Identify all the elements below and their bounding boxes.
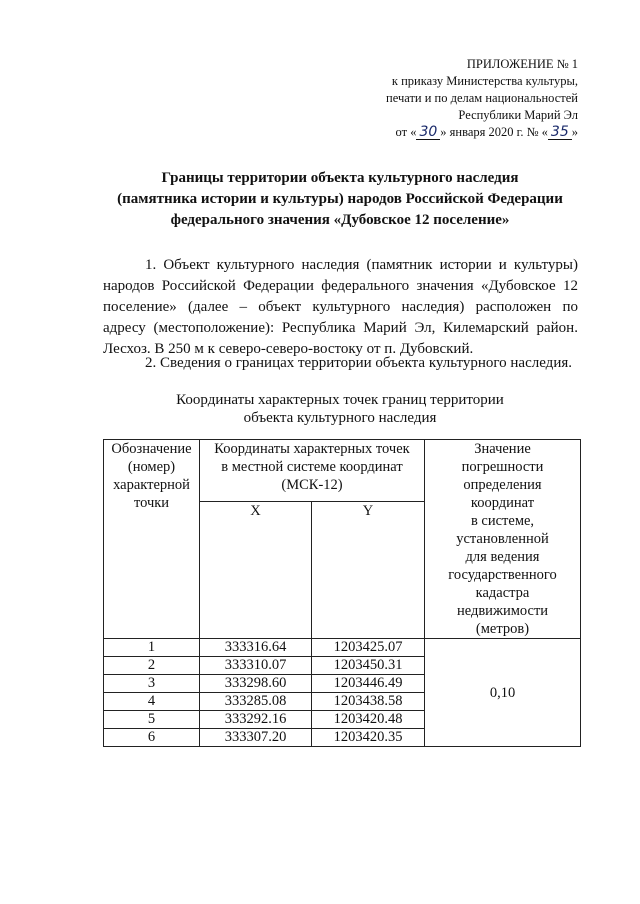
word: (местоположение): — [153, 320, 275, 336]
date-prefix: от « — [395, 125, 417, 139]
x-cell: 333310.07 — [200, 657, 312, 675]
point-cell: 6 — [104, 729, 200, 747]
header-line: точки — [133, 495, 170, 511]
word: 12 — [562, 278, 578, 294]
header-line: в местной системе координат — [221, 459, 403, 475]
paragraph-1 — [103, 255, 578, 360]
header-line: установленной — [456, 531, 549, 547]
appendix-line-2: печати и по делам национальностей — [386, 91, 578, 105]
table-row — [104, 639, 581, 657]
word: истории — [439, 257, 492, 273]
word: культурного — [312, 299, 391, 315]
word: – — [239, 299, 248, 315]
x-cell: 333298.60 — [200, 675, 312, 693]
y-cell: 1203420.35 — [312, 729, 425, 747]
word: расположен — [475, 299, 552, 315]
date-middle: » января 2020 г. № « — [440, 125, 548, 139]
word: 1. — [145, 257, 157, 273]
point-cell: 4 — [104, 693, 200, 711]
header-coords-cell — [200, 440, 425, 502]
header-line: определения — [463, 477, 542, 493]
y-cell: 1203450.31 — [312, 657, 425, 675]
title-line-1: Границы территории объекта культурного наследия — [161, 170, 519, 186]
appendix-date-line — [386, 124, 578, 141]
title-line-3: федерального значения «Дубовское 12 поселение» — [170, 212, 510, 228]
paragraph-1-line-4 — [103, 318, 578, 339]
header-line: Обозначение — [111, 441, 192, 457]
table-title-line-2: объекта культурного наследия — [243, 410, 437, 426]
coordinates-table — [103, 439, 581, 747]
point-cell: 2 — [104, 657, 200, 675]
handwritten-order-number: 35 — [548, 125, 572, 140]
y-cell: 1203425.07 — [312, 639, 425, 657]
appendix-title: ПРИЛОЖЕНИЕ № 1 — [466, 57, 578, 71]
word: Российской — [161, 278, 236, 294]
word: по — [562, 299, 578, 315]
header-line: для ведения — [465, 549, 540, 565]
word: народов — [103, 278, 155, 294]
word: и — [498, 257, 507, 273]
word: Килемарский — [443, 320, 529, 336]
point-cell: 3 — [104, 675, 200, 693]
word: наследия) — [401, 299, 465, 315]
header-line: координат — [470, 495, 535, 511]
document-title — [80, 168, 600, 231]
word: культуры) — [513, 257, 578, 273]
word: Республика — [281, 320, 356, 336]
handwritten-day: 30 — [416, 125, 440, 140]
word: Федерации — [243, 278, 314, 294]
table-title — [100, 391, 580, 427]
word: федерального — [321, 278, 410, 294]
x-cell: 333307.20 — [200, 729, 312, 747]
word: объект — [258, 299, 302, 315]
table-header-row — [104, 440, 581, 502]
word: «Дубовское — [480, 278, 556, 294]
header-y-cell: Y — [312, 502, 425, 639]
word: Объект — [163, 257, 210, 273]
header-x-cell: X — [200, 502, 312, 639]
paragraph-1-line-5: Лесхоз. В 250 м к северо-северо-востоку от п. Дубовский. — [103, 341, 474, 357]
paragraph-2: 2. Сведения о границах территории объекта культурного наследия. — [145, 355, 572, 371]
x-cell: 333292.16 — [200, 711, 312, 729]
header-line: кадастра — [475, 585, 530, 601]
word: адресу — [103, 320, 146, 336]
header-line: (номер) — [127, 459, 176, 475]
word: наследия — [301, 257, 360, 273]
header-line: характерной — [113, 477, 190, 493]
appendix-line-1: к приказу Министерства культуры, — [391, 74, 578, 88]
header-line: недвижимости — [456, 603, 549, 619]
paragraph-1-line-2 — [103, 276, 578, 297]
word: значения — [416, 278, 474, 294]
table-title-line-1: Координаты характерных точек границ территории — [176, 392, 504, 408]
point-cell: 5 — [104, 711, 200, 729]
word: Эл, — [414, 320, 436, 336]
header-line: погрешности — [461, 459, 544, 475]
word: (далее — [188, 299, 229, 315]
header-error-cell — [425, 440, 581, 639]
y-cell: 1203438.58 — [312, 693, 425, 711]
header-point-cell — [104, 440, 200, 639]
word: поселение» — [103, 299, 177, 315]
header-line: (метров) — [475, 621, 530, 637]
title-line-2: (памятника истории и культуры) народов Российской Федерации — [117, 191, 563, 207]
header-line: государственного — [448, 567, 557, 583]
word: (памятник — [366, 257, 433, 273]
x-cell: 333285.08 — [200, 693, 312, 711]
header-line: Значение — [474, 441, 531, 457]
word: культурного — [216, 257, 295, 273]
x-cell: 333316.64 — [200, 639, 312, 657]
header-line: в системе, — [470, 513, 535, 529]
paragraph-1-line-3 — [103, 297, 578, 318]
y-cell: 1203420.48 — [312, 711, 425, 729]
appendix-line-3: Республики Марий Эл — [458, 108, 578, 122]
word: район. — [536, 320, 578, 336]
date-suffix: » — [571, 125, 578, 139]
y-cell: 1203446.49 — [312, 675, 425, 693]
header-line: Координаты характерных точек — [214, 441, 410, 457]
header-line: (МСК-12) — [281, 477, 343, 493]
error-value-cell: 0,10 — [425, 639, 581, 747]
paragraph-1-line-1 — [103, 255, 578, 276]
appendix-header — [386, 56, 578, 141]
point-cell: 1 — [104, 639, 200, 657]
word: Марий — [363, 320, 407, 336]
